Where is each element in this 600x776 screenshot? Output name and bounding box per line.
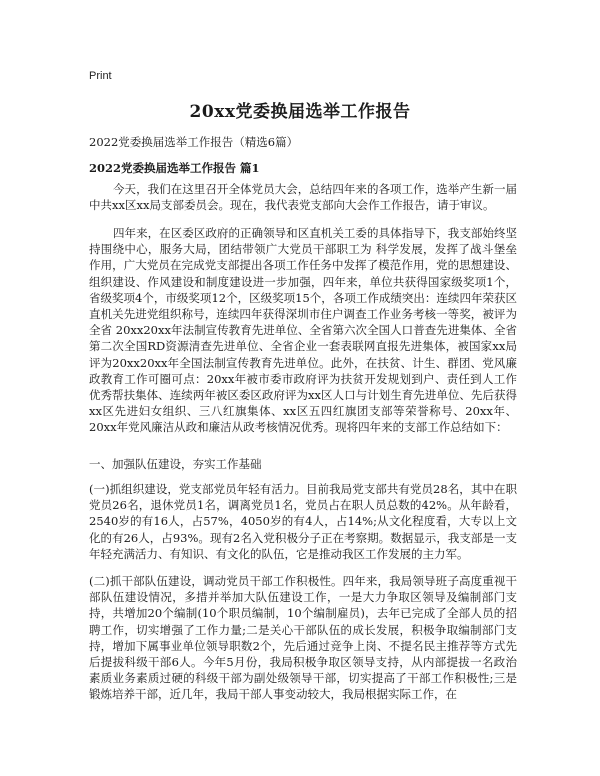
paragraph-intro: 今天，我们在这里召开全体党员大会，总结四年来的各项工作，选举产生新一届中共xx区xx局支部委员会。现在，我代表党支部向大会作工作报告，请于审议。 — [89, 182, 517, 213]
paragraph-summary: 四年来，在区委区政府的正确领导和区直机关工委的具体指导下，我支部始终坚持围绕中心，服务大局，团结带领广大党员干部职工为 科学发展，发挥了战斗堡垒作用，广大党员在完成党支部提出各项工作任务中发挥了模范作用，党的思想建设、组织建设、作风建设和制度建设进一步加强，四年来，单位共获得国家级奖项1个，省级奖项4个，市级奖项12个，区级奖项15个，各项工作成绩突出：连续四年荣获区直机关先进党组织称号，连续四年获得深圳市住户调查工作业务考核一等奖，被评为全省 20xx20xx年法制宣传教育先进单位、全省第六次全国人口普查先进集体、全省第二次全国RD资源清查先进单位、全省企业一套表联网直报先进集体，被国家xx局评为20xx20xx年全国法制宣传教育先进单位。此外，在扶贫、计生、群团、党风廉政教育工作可圈可点：20xx年被市委市政府评为扶贫开发规划到户、责任到人工作优秀帮扶集体、连续两年被区委区政府评为xx区人口与计划生育先进单位、先后获得xx区先进妇女组织、三八红旗集体、xx区五四红旗团支部等荣誉称号、20xx年、20xx年党风廉洁从政和廉洁从政考核情况优秀。现将四年来的支部工作总结如下： — [89, 226, 517, 435]
document-title: 20xx党委换届选举工作报告 — [189, 102, 411, 122]
print-link[interactable]: Print — [89, 70, 112, 82]
paragraph-organization: (一)抓组织建设，党支部党员年轻有活力。目前我局党支部共有党员28名，其中在职党员26名，退休党员1名，调离党员1名，党员占在职人员总数的42%。从年龄看，2540岁的有16人，占57%，4050岁的有4人，占14%;从文化程度看，大专以上文化的有26人，占93%。现有2名入党积极分子正在考察期。数据显示，我支部是一支年轻充满活力、有知识、有文化的队伍，它是推动我区工作发展的主力军。 — [89, 482, 517, 561]
article-heading: 2022党委换届选举工作报告 篇1 — [89, 161, 260, 175]
paragraph-cadre: (二)抓干部队伍建设，调动党员干部工作积极性。四年来，我局领导班子高度重视干部队伍建设情况，多措并举加大队伍建设工作，一是大力争取区领导及编制部门支持，共增加20个编制(10个职员编制，10个编制雇员)，去年已完成了全部人员的招聘工作，切实增强了工作力量;二是关心干部队伍的成长发展，积极争取编制部门支持，增加下属事业单位领导职数2个，先后通过竞争上岗、不提名民主推荐等方式先后提拔科级干部6人。今年5月份，我局积极争取区领导支持，从内部提拔一名政治素质业务素质过硬的科级干部为副处级领导干部，切实提高了干部工作积极性;三是锻炼培养干部，近几年，我局干部人事变动较大，我局根据实际工作，在 — [89, 574, 517, 702]
document-subtitle: 2022党委换届选举工作报告（精选6篇） — [89, 135, 299, 149]
section-heading: 一、加强队伍建设，夯实工作基础 — [89, 457, 262, 471]
